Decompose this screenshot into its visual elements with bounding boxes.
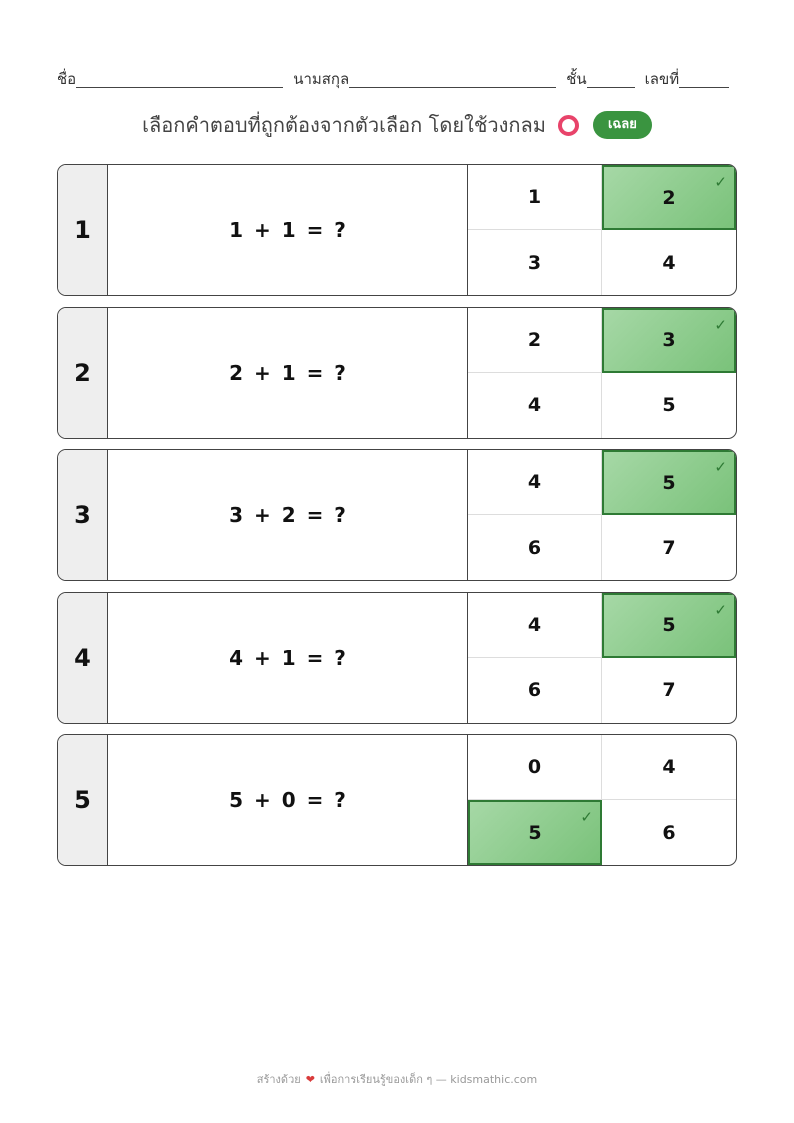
answer-option[interactable] [602,800,736,865]
answer-option-correct[interactable] [602,450,736,515]
answer-option[interactable] [468,450,602,515]
question-text: 3 + 2 = ? [108,450,468,580]
answer-option-label: 4 [527,394,542,416]
class-field[interactable] [587,70,635,88]
answer-option[interactable] [468,515,602,580]
question-text: 1 + 1 = ? [108,165,468,295]
answer-option-label: 6 [527,536,542,559]
instruction [0,110,794,140]
check-icon: ✓ [714,315,727,334]
check-icon: ✓ [714,173,727,191]
number-label: เลขที่ [644,70,680,88]
answer-option-label: 3 [662,329,676,351]
answer-option[interactable] [468,593,602,658]
answer-option-label: 4 [527,471,542,493]
answer-option-label: 4 [662,756,676,778]
answer-option-label: 1 [527,186,542,208]
question-card [57,734,737,866]
footer-prefix: สร้างด้วย [256,1073,301,1086]
heart-icon: ❤ [305,1072,315,1086]
name-field[interactable] [76,70,283,88]
answer-option[interactable] [468,230,602,295]
answer-option-label: 3 [527,251,542,274]
number-field[interactable] [679,70,729,88]
answer-option[interactable] [468,373,602,438]
circle-icon [558,115,579,136]
answer-option[interactable] [468,165,602,230]
answer-option[interactable] [468,735,602,800]
student-info-line [57,66,749,88]
answer-option-label: 5 [528,821,542,844]
answer-key-badge: เฉลย [593,111,652,139]
answer-option-label: 7 [662,536,676,559]
answer-option-label: 0 [527,756,542,778]
answer-option[interactable] [602,230,736,295]
answer-option[interactable] [468,308,602,373]
question-text: 4 + 1 = ? [108,593,468,723]
answer-option-correct[interactable] [468,800,602,865]
question-card [57,164,737,296]
class-label: ชั้น [566,70,587,88]
question-number: 4 [58,593,108,723]
answer-option-label: 7 [662,679,676,701]
answer-option[interactable] [468,658,602,723]
check-icon: ✓ [714,458,727,476]
answer-option[interactable] [602,735,736,800]
answer-option[interactable] [602,515,736,580]
question-number: 1 [58,165,108,295]
answer-options [468,593,736,723]
answer-option-correct[interactable] [602,593,736,658]
footer-suffix: เพื่อการเรียนรู้ของเด็ก ๆ — kidsmathic.com [319,1073,538,1086]
answer-options [468,308,736,438]
question-number: 5 [58,735,108,865]
answer-option-correct[interactable] [602,308,736,373]
name-label: ชื่อ [57,70,77,88]
answer-option-label: 6 [527,679,542,701]
surname-label: นามสกุล [293,70,350,88]
answer-option-label: 4 [662,251,676,274]
footer [0,1070,794,1088]
instruction-text: เลือกคำตอบที่ถูกต้องจากตัวเลือก โดยใช้วงกลม [142,113,546,137]
question-card [57,592,737,724]
answer-options [468,450,736,580]
question-card [57,307,737,439]
answer-option-label: 5 [662,471,676,494]
surname-field[interactable] [349,70,556,88]
question-number: 3 [58,450,108,580]
question-text: 5 + 0 = ? [108,735,468,865]
answer-option-label: 6 [662,821,676,844]
answer-option-label: 5 [662,394,676,416]
check-icon: ✓ [580,808,593,826]
answer-option-label: 2 [662,186,676,209]
question-card [57,449,737,581]
question-list [57,164,737,877]
check-icon: ✓ [714,600,727,619]
answer-option-correct[interactable] [602,165,736,230]
answer-option-label: 4 [527,613,542,636]
question-text: 2 + 1 = ? [108,308,468,438]
answer-option[interactable] [602,658,736,723]
answer-options [468,165,736,295]
answer-options [468,735,736,865]
answer-option-label: 5 [662,614,676,636]
answer-option-label: 2 [527,328,542,351]
question-number: 2 [58,308,108,438]
answer-option[interactable] [602,373,736,438]
